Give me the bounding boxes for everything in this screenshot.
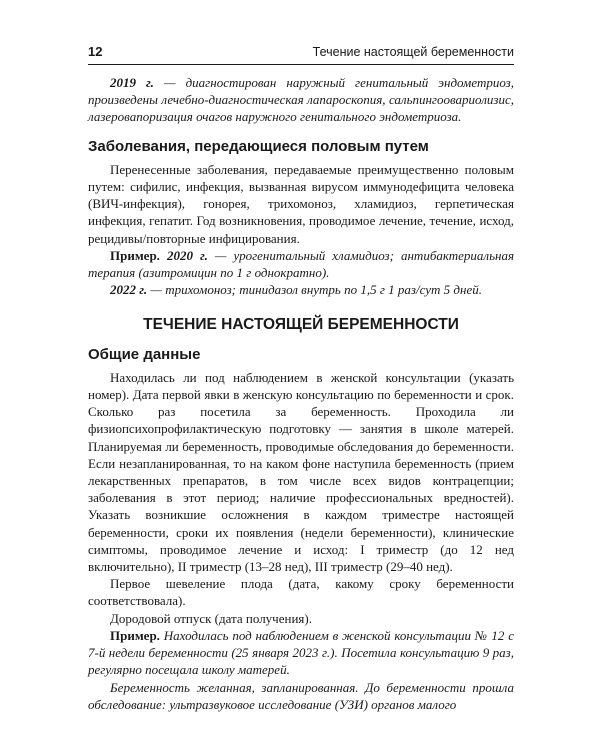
heading-std: Заболевания, передающиеся половым путем [88, 137, 429, 155]
paragraph-std: Перенесенные заболевания, передаваемые преимущественно половым путем: сифилис, инфекция, вызванная вирусом иммунодефицита человека (ВИЧ-инфекция), гонорея, трихомоноз, хламидиоз, герпетическая инфекция, гепатит. Год возникновения, проводимое лечение, течение, исход, рецидивы/повторные инфицирования. [88, 161, 514, 246]
example-2020: Пример. 2020 г. — урогенитальный хламидиоз; антибактериальная терапия (азитромицин по 1 г однократно). [88, 247, 515, 281]
running-title: Течение настоящей беременности [312, 45, 514, 59]
page-number: 12 [88, 44, 103, 59]
paragraph-leave: Дородовой отпуск (дата получения). [110, 610, 312, 626]
paragraph-2019: 2019 г. — диагностирован наружный генитальный эндометриоз, произведены лечебно-диагностическая лапароскопия, сальпингоовариолизис, лазеровапоризация очагов наружного генитального эндометриоза. [88, 75, 514, 125]
paragraph-movement: Первое шевеление плода (дата, какому сроку беременности соответствовала). [88, 576, 514, 609]
example-2022: 2022 г. — трихомоноз; тинидазол внутрь по 1,5 г 1 раз/сут 5 дней. [110, 282, 482, 298]
paragraph-general: Находилась ли под наблюдением в женской консультации (указать номер). Дата первой явки в женскую консультацию по беременности и срок. Сколько раз посетила за беременность. Проходила ли физиопсихопрофилактическую подготовку — занятия в школе матерей. Планируемая ли беременность, проводимые обследования до беременности. Если незапланированная, то на каком фоне наступила беременность (прием лекарственных препаратов, в том числе всех видов контрацепции; заболевания в этот период; наличие профессиональных вредностей). Указать возникшие осложнения в каждом триместре настоящей беременности, сроки их появления (недели беременности), клинические симптомы, проводимое лечение и исход: I триместр (до 12 нед включительно), II триместр (13–28 нед), III триместр (29–40 нед). [88, 369, 514, 575]
section-title: ТЕЧЕНИЕ НАСТОЯЩЕЙ БЕРЕМЕННОСТИ [143, 316, 459, 334]
page-body [88, 74, 514, 713]
header-rule [88, 64, 514, 65]
heading-general: Общие данные [88, 345, 201, 363]
example-consultation: Пример. Находилась под наблюдением в женской консультации № 12 с 7-й недели беременности (25 января 2023 г.). Посетила консультацию 9 раз, регулярно посещала школу матерей. [88, 627, 514, 678]
paragraph-planned: Беременность желанная, запланированная. До беременности прошла обследование: ультразвуковое исследование (УЗИ) органов малого [88, 679, 514, 712]
page-header [88, 44, 514, 59]
